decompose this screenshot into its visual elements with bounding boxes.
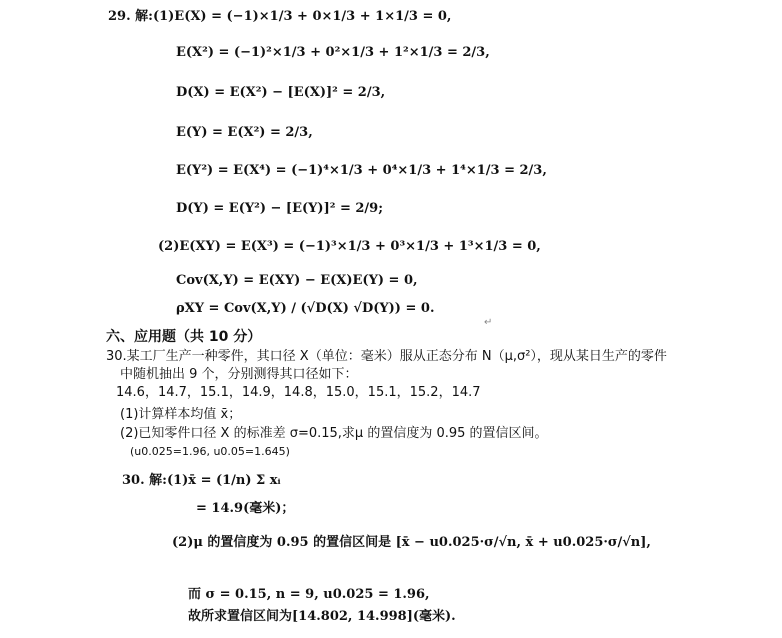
sol29-line-7: (2)E(XY) = E(X³) = (−1)³×1/3 + 0³×1/3 + 1³×1/3 = 0, — [158, 239, 541, 254]
problem30-stem-line-1: 30.某工厂生产一种零件，其口径 X（单位：毫米）服从正态分布 N（μ,σ²），现从某日生产的零件 — [106, 349, 667, 364]
sol29-line-3: D(X) = E(X²) − [E(X)]² = 2/3, — [176, 85, 386, 100]
sol29-line-4: E(Y) = E(X²) = 2/3, — [176, 125, 313, 140]
problem30-given-values: (u0.025=1.96, u0.05=1.645) — [130, 445, 290, 458]
sol29-line-8: Cov(X,Y) = E(XY) − E(X)E(Y) = 0, — [176, 273, 418, 288]
sol29-line-5: E(Y²) = E(X⁴) = (−1)⁴×1/3 + 0⁴×1/3 + 1⁴×1/3 = 2/3, — [176, 163, 547, 178]
problem30-stem-line-2: 中随机抽出 9 个，分别测得其口径如下： — [120, 367, 358, 382]
sol30-line-4: 而 σ = 0.15, n = 9, u0.025 = 1.96, — [188, 587, 430, 602]
sol29-line-1: 29. 解:(1)E(X) = (−1)×1/3 + 0×1/3 + 1×1/3 = 0, — [108, 9, 452, 24]
problem30-data: 14.6，14.7，15.1，14.9，14.8，15.0，15.1，15.2，14.7 — [116, 385, 481, 400]
sol30-line-3: (2)μ 的置信度为 0.95 的置信区间是 [x̄ − u0.025·σ/√n, x̄ + u0.025·σ/√n], — [172, 535, 651, 550]
section-heading: 六、应用题（共 10 分） — [106, 329, 262, 345]
sol29-line-9: ρXY = Cov(X,Y) / (√D(X) √D(Y)) = 0. — [176, 301, 435, 316]
return-mark: ↵ — [484, 317, 493, 328]
sol30-line-1: 30. 解:(1)x̄ = (1/n) Σ xᵢ — [122, 473, 281, 488]
problem30-question-1: (1)计算样本均值 x̄； — [120, 407, 242, 422]
sol29-line-6: D(Y) = E(Y²) − [E(Y)]² = 2/9; — [176, 201, 383, 216]
sol29-line-2: E(X²) = (−1)²×1/3 + 0²×1/3 + 1²×1/3 = 2/3, — [176, 45, 490, 60]
sol30-line-2: = 14.9(毫米)； — [196, 501, 295, 516]
sol30-line-5: 故所求置信区间为[14.802, 14.998](毫米). — [188, 609, 456, 624]
problem30-question-2: (2)已知零件口径 X 的标准差 σ=0.15,求μ 的置信度为 0.95 的置信区间。 — [120, 426, 548, 441]
